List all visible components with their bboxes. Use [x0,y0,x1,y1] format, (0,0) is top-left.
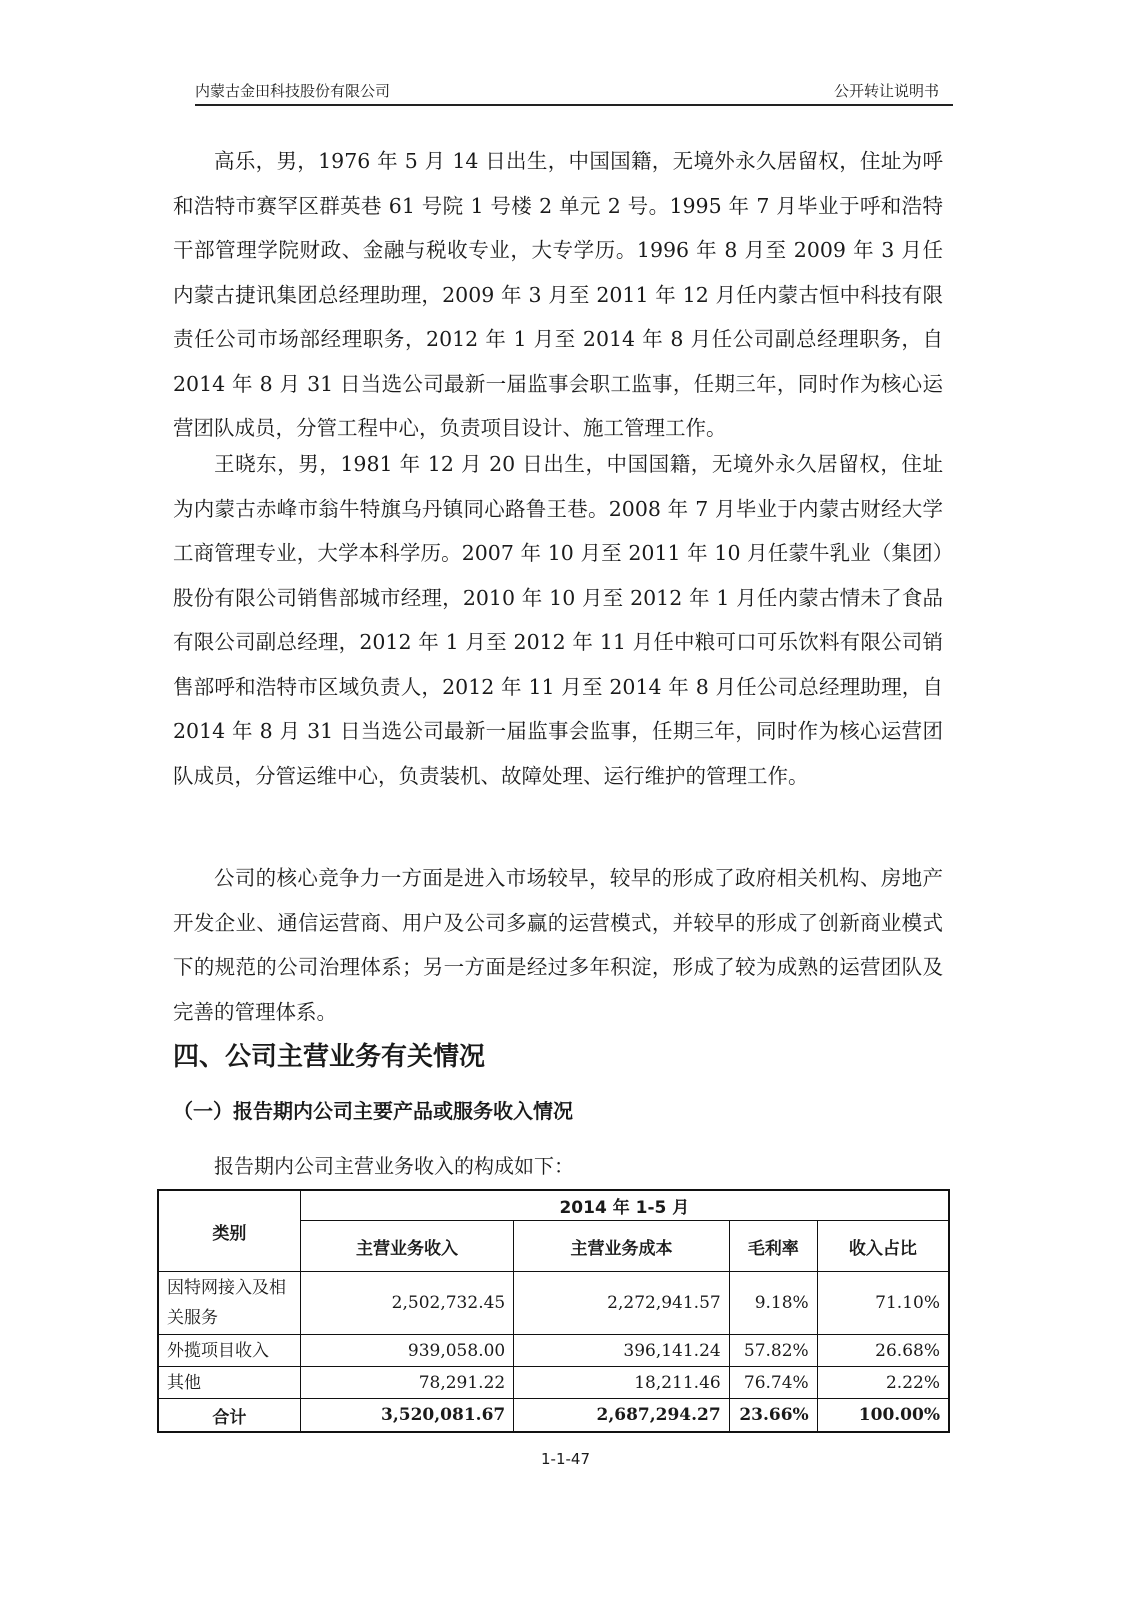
total-margin: 23.66% [729,1399,817,1433]
period-header: 2014 年 1-5 月 [300,1190,949,1221]
paragraph-wang-xiaodong-bio: 王晓东，男，1981 年 12 月 20 日出生，中国国籍，无境外永久居留权，住址为内蒙古赤峰市翁牛特旗乌丹镇同心路鲁王巷。2008 年 7 月毕业于内蒙古财经大学工商管理专业，大学本科学历。2007 年 10 月至 2011 年 10 月任蒙牛乳业（集团）股份有限公司销售部城市经理，2010 年 10 月至 2012 年 1 月任内蒙古情未了食品有限公司副总经理，2012 年 1 月至 2012 年 11 月任中粮可口可乐饮料有限公司销售部呼和浩特市区域负责人，2012 年 11 月至 2014 年 8 月任公司总经理助理，自 2014 年 8 月 31 日当选公司最新一届监事会监事，任期三年，同时作为核心运营团队成员，分管运维中心，负责装机、故障处理、运行维护的管理工作。 [173,452,943,788]
table-row [158,1335,949,1367]
row-cost: 18,211.46 [514,1367,729,1399]
row-margin: 9.18% [729,1272,817,1335]
row-category: 外揽项目收入 [158,1335,300,1367]
table-caption: 报告期内公司主营业务收入的构成如下： [214,1154,574,1178]
column-header: 收入占比 [817,1221,949,1272]
table-total-row [158,1399,949,1433]
row-revenue: 2,502,732.45 [300,1272,513,1335]
total-share: 100.00% [817,1399,949,1433]
row-category: 因特网接入及相关服务 [158,1272,300,1335]
company-name: 内蒙古金田科技股份有限公司 [195,82,391,100]
column-header: 主营业务收入 [300,1221,513,1272]
total-label: 合计 [158,1399,300,1433]
category-header: 类别 [158,1190,300,1272]
row-cost: 396,141.24 [514,1335,729,1367]
row-margin: 57.82% [729,1335,817,1367]
table-row [158,1367,949,1399]
page-header [195,76,953,106]
row-share: 26.68% [817,1335,949,1367]
document-title: 公开转让说明书 [833,82,939,100]
paragraph-core-competitiveness: 公司的核心竞争力一方面是进入市场较早，较早的形成了政府相关机构、房地产开发企业、通信运营商、用户及公司多赢的运营模式，并较早的形成了创新商业模式下的规范的公司治理体系；另一方面是经过多年积淀，形成了较为成熟的运营团队及完善的管理体系。 [173,866,943,1024]
row-revenue: 78,291.22 [300,1367,513,1399]
table-row [158,1272,949,1335]
row-share: 71.10% [817,1272,949,1335]
table-header-row [158,1190,949,1221]
revenue-table [157,1189,950,1433]
row-revenue: 939,058.00 [300,1335,513,1367]
row-category: 其他 [158,1367,300,1399]
column-header: 主营业务成本 [514,1221,729,1272]
page-number: 1-1-47 [541,1450,590,1468]
paragraph-gao-le-bio: 高乐，男，1976 年 5 月 14 日出生，中国国籍，无境外永久居留权，住址为呼和浩特市赛罕区群英巷 61 号院 1 号楼 2 单元 2 号。1995 年 7 月毕业于呼和浩特干部管理学院财政、金融与税收专业，大专学历。1996 年 8 月至 2009 年 3 月任内蒙古捷讯集团总经理助理，2009 年 3 月至 2011 年 12 月任内蒙古恒中科技有限责任公司市场部经理职务，2012 年 1 月至 2014 年 8 月任公司副总经理职务，自 2014 年 8 月 31 日当选公司最新一届监事会职工监事，任期三年，同时作为核心运营团队成员，分管工程中心，负责项目设计、施工管理工作。 [173,149,943,440]
subsection-heading: （一）报告期内公司主要产品或服务收入情况 [173,1099,573,1123]
column-header: 毛利率 [729,1221,817,1272]
section-heading: 四、公司主营业务有关情况 [173,1042,486,1072]
total-revenue: 3,520,081.67 [300,1399,513,1433]
row-cost: 2,272,941.57 [514,1272,729,1335]
row-margin: 76.74% [729,1367,817,1399]
row-share: 2.22% [817,1367,949,1399]
total-cost: 2,687,294.27 [514,1399,729,1433]
